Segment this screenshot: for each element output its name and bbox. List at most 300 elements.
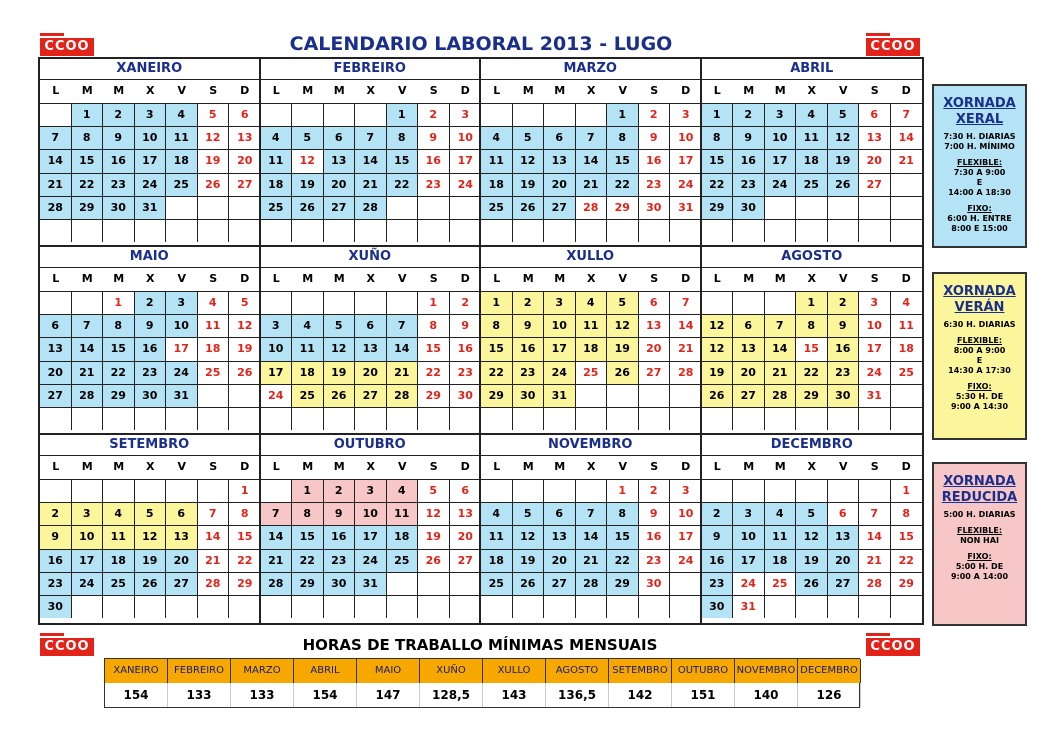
day-cell: 9 bbox=[639, 126, 671, 149]
day-cell: 17 bbox=[670, 149, 702, 172]
day-cell: 22 bbox=[418, 361, 450, 384]
weekday-header: M bbox=[113, 272, 125, 285]
day-cell: 23 bbox=[828, 361, 860, 384]
month-febreiro bbox=[261, 59, 482, 247]
weekday-header: D bbox=[901, 84, 911, 97]
day-cell: 4 bbox=[166, 103, 198, 126]
schedule-line: 7:30 H. DIARIAS bbox=[943, 132, 1016, 141]
day-cell: 11 bbox=[292, 337, 324, 360]
day-cell: 19 bbox=[418, 525, 450, 548]
day-cell: 25 bbox=[292, 384, 324, 407]
day-cell: 20 bbox=[733, 361, 765, 384]
day-cell bbox=[702, 291, 734, 314]
schedule-line: 6:00 H. ENTRE bbox=[947, 214, 1012, 223]
weekday-header: S bbox=[429, 460, 438, 473]
schedule-box-1 bbox=[932, 272, 1027, 440]
day-cell: 17 bbox=[450, 149, 482, 172]
day-cell: 4 bbox=[261, 126, 293, 149]
day-cell bbox=[387, 407, 419, 430]
schedule-line: FIXO: bbox=[967, 382, 992, 391]
day-cell: 12 bbox=[198, 126, 230, 149]
day-cell: 30 bbox=[639, 572, 671, 595]
weekday-header: D bbox=[460, 84, 470, 97]
day-cell: 19 bbox=[513, 173, 545, 196]
weekday-header: M bbox=[522, 84, 534, 97]
weekday-header: L bbox=[713, 84, 721, 97]
day-cell: 22 bbox=[292, 549, 324, 572]
day-cell: 11 bbox=[387, 502, 419, 525]
day-cell: 29 bbox=[796, 384, 828, 407]
day-cell: 10 bbox=[765, 126, 797, 149]
day-cell: 20 bbox=[166, 549, 198, 572]
day-cell bbox=[639, 219, 671, 242]
weekday-header: M bbox=[774, 460, 786, 473]
day-cell bbox=[891, 196, 923, 219]
day-cell: 14 bbox=[355, 149, 387, 172]
day-cell: 13 bbox=[733, 337, 765, 360]
day-cell: 6 bbox=[40, 314, 72, 337]
page-title: CALENDARIO LABORAL 2013 - LUGO bbox=[289, 33, 673, 55]
day-cell bbox=[576, 384, 608, 407]
day-cell: 18 bbox=[166, 149, 198, 172]
day-cell bbox=[261, 291, 293, 314]
day-cell: 21 bbox=[891, 149, 923, 172]
day-cell: 26 bbox=[324, 384, 356, 407]
day-cell bbox=[135, 219, 167, 242]
day-cell: 2 bbox=[513, 291, 545, 314]
day-cell bbox=[796, 595, 828, 618]
day-cell: 22 bbox=[607, 173, 639, 196]
day-cell: 10 bbox=[544, 314, 576, 337]
hours-value: 143 bbox=[483, 683, 546, 707]
day-cell: 23 bbox=[639, 173, 671, 196]
day-cell: 25 bbox=[481, 572, 513, 595]
day-cell bbox=[576, 103, 608, 126]
day-cell bbox=[72, 595, 104, 618]
day-cell: 31 bbox=[544, 384, 576, 407]
weekday-header: V bbox=[618, 460, 627, 473]
weekday-header: M bbox=[774, 84, 786, 97]
hours-month: AGOSTO bbox=[546, 659, 609, 683]
day-cell bbox=[261, 103, 293, 126]
day-cell: 16 bbox=[733, 149, 765, 172]
day-cell: 21 bbox=[40, 173, 72, 196]
day-cell: 2 bbox=[324, 479, 356, 502]
schedule-line: 6:30 H. DIARIAS bbox=[943, 320, 1016, 329]
month-name: NOVEMBRO bbox=[481, 435, 700, 456]
schedule-line: 5:30 H. DE bbox=[955, 392, 1004, 401]
day-cell bbox=[40, 219, 72, 242]
day-cell: 3 bbox=[135, 103, 167, 126]
day-cell: 1 bbox=[607, 479, 639, 502]
day-cell: 13 bbox=[639, 314, 671, 337]
schedule-title: XORNADA XERAL bbox=[943, 96, 1016, 127]
day-cell: 5 bbox=[229, 291, 261, 314]
day-cell: 7 bbox=[576, 502, 608, 525]
day-cell: 10 bbox=[733, 525, 765, 548]
day-cell bbox=[166, 196, 198, 219]
day-cell bbox=[765, 595, 797, 618]
day-cell: 9 bbox=[639, 502, 671, 525]
day-cell bbox=[229, 384, 261, 407]
day-cell: 29 bbox=[607, 572, 639, 595]
day-cell: 8 bbox=[292, 502, 324, 525]
day-cell: 5 bbox=[292, 126, 324, 149]
day-cell: 17 bbox=[72, 549, 104, 572]
day-cell: 17 bbox=[166, 337, 198, 360]
weekday-header: V bbox=[838, 272, 848, 285]
weekday-header: M bbox=[554, 272, 566, 285]
month-novembro bbox=[481, 435, 702, 623]
day-cell: 27 bbox=[544, 572, 576, 595]
day-cell: 28 bbox=[670, 361, 702, 384]
day-cell bbox=[639, 407, 671, 430]
day-cell: 1 bbox=[607, 103, 639, 126]
day-cell: 19 bbox=[702, 361, 734, 384]
day-cell bbox=[72, 407, 104, 430]
day-cell: 3 bbox=[355, 479, 387, 502]
day-cell: 27 bbox=[859, 173, 891, 196]
day-cell: 23 bbox=[103, 173, 135, 196]
month-agosto bbox=[702, 247, 923, 435]
weekday-header: M bbox=[113, 84, 125, 97]
weekday-header: S bbox=[650, 460, 659, 473]
day-cell bbox=[135, 407, 167, 430]
day-cell: 25 bbox=[765, 572, 797, 595]
day-cell: 22 bbox=[103, 361, 135, 384]
day-cell bbox=[513, 595, 545, 618]
day-cell: 1 bbox=[103, 291, 135, 314]
day-cell bbox=[292, 291, 324, 314]
hours-value: 147 bbox=[357, 683, 420, 707]
day-cell bbox=[544, 219, 576, 242]
weekday-header: D bbox=[240, 84, 250, 97]
weekday-header: D bbox=[901, 460, 911, 473]
day-cell: 12 bbox=[796, 525, 828, 548]
day-cell: 30 bbox=[639, 196, 671, 219]
day-cell: 26 bbox=[513, 196, 545, 219]
day-cell: 19 bbox=[607, 337, 639, 360]
day-cell: 13 bbox=[166, 525, 198, 548]
schedule-line: 7:00 H. MÍNIMO bbox=[944, 142, 1015, 151]
schedule-line: 7:30 A 9:00 bbox=[953, 168, 1006, 177]
day-cell: 26 bbox=[418, 549, 450, 572]
day-cell: 26 bbox=[702, 384, 734, 407]
day-cell: 15 bbox=[607, 149, 639, 172]
day-cell: 6 bbox=[859, 103, 891, 126]
day-cell bbox=[670, 384, 702, 407]
day-cell: 10 bbox=[450, 126, 482, 149]
day-cell: 6 bbox=[229, 103, 261, 126]
day-cell: 24 bbox=[544, 361, 576, 384]
schedule-line: FIXO: bbox=[967, 552, 992, 561]
day-cell bbox=[355, 291, 387, 314]
day-cell: 11 bbox=[891, 314, 923, 337]
day-cell: 24 bbox=[450, 173, 482, 196]
day-cell: 6 bbox=[166, 502, 198, 525]
day-cell: 23 bbox=[324, 549, 356, 572]
day-cell: 6 bbox=[544, 502, 576, 525]
day-cell: 24 bbox=[859, 361, 891, 384]
day-cell bbox=[702, 407, 734, 430]
day-cell: 20 bbox=[639, 337, 671, 360]
day-cell: 24 bbox=[733, 572, 765, 595]
day-cell: 15 bbox=[72, 149, 104, 172]
day-cell: 28 bbox=[355, 196, 387, 219]
day-cell: 17 bbox=[733, 549, 765, 572]
day-cell: 9 bbox=[135, 314, 167, 337]
day-cell: 2 bbox=[733, 103, 765, 126]
day-cell: 20 bbox=[324, 173, 356, 196]
day-cell bbox=[450, 196, 482, 219]
day-cell: 10 bbox=[72, 525, 104, 548]
day-cell bbox=[639, 384, 671, 407]
day-cell: 18 bbox=[103, 549, 135, 572]
hours-table bbox=[104, 658, 860, 708]
weekday-header: M bbox=[743, 460, 755, 473]
day-cell: 29 bbox=[891, 572, 923, 595]
day-cell bbox=[40, 479, 72, 502]
weekday-header: L bbox=[493, 84, 501, 97]
day-cell: 14 bbox=[891, 126, 923, 149]
day-cell: 31 bbox=[733, 595, 765, 618]
ccoo-logo-right: CCOO bbox=[866, 38, 920, 56]
schedule-title: XORNADA REDUCIDA bbox=[941, 474, 1018, 505]
day-cell: 4 bbox=[103, 502, 135, 525]
day-cell: 10 bbox=[355, 502, 387, 525]
schedule-line: 14:00 A 18:30 bbox=[948, 188, 1011, 197]
day-cell: 7 bbox=[355, 126, 387, 149]
day-cell: 9 bbox=[513, 314, 545, 337]
day-cell bbox=[198, 196, 230, 219]
day-cell bbox=[198, 479, 230, 502]
schedule-line: FIXO: bbox=[967, 204, 992, 213]
day-cell: 24 bbox=[261, 384, 293, 407]
day-cell bbox=[765, 407, 797, 430]
day-cell: 5 bbox=[513, 502, 545, 525]
day-cell bbox=[859, 407, 891, 430]
day-cell: 15 bbox=[292, 525, 324, 548]
day-cell: 18 bbox=[891, 337, 923, 360]
day-cell: 11 bbox=[166, 126, 198, 149]
day-cell: 16 bbox=[828, 337, 860, 360]
day-cell bbox=[544, 479, 576, 502]
day-cell: 22 bbox=[607, 549, 639, 572]
weekday-header: X bbox=[807, 84, 816, 97]
day-cell: 12 bbox=[292, 149, 324, 172]
day-cell bbox=[576, 479, 608, 502]
month-name: FEBREIRO bbox=[261, 59, 480, 80]
weekday-header: M bbox=[522, 272, 534, 285]
day-cell: 9 bbox=[103, 126, 135, 149]
day-cell: 8 bbox=[103, 314, 135, 337]
day-cell: 16 bbox=[103, 149, 135, 172]
day-cell: 9 bbox=[418, 126, 450, 149]
hours-value: 133 bbox=[168, 683, 231, 707]
day-cell bbox=[544, 103, 576, 126]
ccoo-logo-bottom-left: CCOO bbox=[40, 638, 94, 656]
day-cell: 15 bbox=[103, 337, 135, 360]
day-cell: 28 bbox=[859, 572, 891, 595]
day-cell: 17 bbox=[355, 525, 387, 548]
weekday-header: D bbox=[901, 272, 911, 285]
day-cell bbox=[418, 196, 450, 219]
schedule-line: 9:00 A 14:00 bbox=[950, 572, 1009, 581]
day-cell: 1 bbox=[418, 291, 450, 314]
day-cell: 12 bbox=[607, 314, 639, 337]
hours-month: ABRIL bbox=[294, 659, 357, 683]
day-cell: 22 bbox=[891, 549, 923, 572]
day-cell: 16 bbox=[324, 525, 356, 548]
day-cell: 25 bbox=[796, 173, 828, 196]
day-cell: 23 bbox=[639, 549, 671, 572]
day-cell bbox=[765, 291, 797, 314]
day-cell: 27 bbox=[324, 196, 356, 219]
day-cell bbox=[198, 407, 230, 430]
day-cell: 4 bbox=[576, 291, 608, 314]
day-cell: 16 bbox=[702, 549, 734, 572]
day-cell: 27 bbox=[40, 384, 72, 407]
day-cell: 4 bbox=[891, 291, 923, 314]
day-cell: 29 bbox=[481, 384, 513, 407]
day-cell: 14 bbox=[670, 314, 702, 337]
day-cell: 12 bbox=[702, 314, 734, 337]
day-cell: 11 bbox=[198, 314, 230, 337]
day-cell bbox=[733, 291, 765, 314]
day-cell: 27 bbox=[166, 572, 198, 595]
weekday-header: S bbox=[870, 84, 879, 97]
day-cell: 27 bbox=[828, 572, 860, 595]
day-cell bbox=[891, 595, 923, 618]
day-cell: 20 bbox=[450, 525, 482, 548]
day-cell bbox=[324, 103, 356, 126]
day-cell bbox=[670, 595, 702, 618]
schedule-line: 5:00 H. DIARIAS bbox=[943, 510, 1016, 519]
weekday-header: M bbox=[302, 460, 314, 473]
day-cell bbox=[40, 291, 72, 314]
day-cell bbox=[135, 479, 167, 502]
day-cell: 6 bbox=[544, 126, 576, 149]
month-name: ABRIL bbox=[702, 59, 923, 80]
day-cell: 27 bbox=[450, 549, 482, 572]
day-cell bbox=[355, 103, 387, 126]
day-cell: 23 bbox=[40, 572, 72, 595]
day-cell: 6 bbox=[324, 126, 356, 149]
day-cell: 8 bbox=[796, 314, 828, 337]
day-cell: 15 bbox=[387, 149, 419, 172]
day-cell: 23 bbox=[702, 572, 734, 595]
day-cell: 13 bbox=[544, 525, 576, 548]
day-cell: 14 bbox=[576, 525, 608, 548]
weekday-header: L bbox=[493, 460, 501, 473]
day-cell: 2 bbox=[103, 103, 135, 126]
day-cell: 12 bbox=[513, 149, 545, 172]
day-cell: 25 bbox=[481, 196, 513, 219]
day-cell bbox=[859, 219, 891, 242]
day-cell: 31 bbox=[355, 572, 387, 595]
day-cell: 20 bbox=[544, 549, 576, 572]
day-cell bbox=[828, 595, 860, 618]
day-cell: 30 bbox=[450, 384, 482, 407]
day-cell: 4 bbox=[765, 502, 797, 525]
weekday-header: M bbox=[743, 272, 755, 285]
day-cell: 30 bbox=[828, 384, 860, 407]
day-cell: 18 bbox=[261, 173, 293, 196]
day-cell: 21 bbox=[576, 549, 608, 572]
day-cell: 30 bbox=[135, 384, 167, 407]
day-cell: 26 bbox=[828, 173, 860, 196]
day-cell: 16 bbox=[639, 525, 671, 548]
schedule-line: E bbox=[976, 178, 983, 187]
weekday-header: D bbox=[460, 460, 470, 473]
day-cell bbox=[796, 219, 828, 242]
day-cell: 14 bbox=[387, 337, 419, 360]
day-cell: 24 bbox=[670, 173, 702, 196]
day-cell bbox=[481, 595, 513, 618]
weekday-header: L bbox=[52, 84, 60, 97]
day-cell: 9 bbox=[733, 126, 765, 149]
schedule-line: FLEXIBLE: bbox=[956, 158, 1003, 167]
hours-month: XULLO bbox=[483, 659, 546, 683]
day-cell: 26 bbox=[796, 572, 828, 595]
weekday-header: S bbox=[209, 84, 218, 97]
hours-value: 136,5 bbox=[546, 683, 609, 707]
day-cell: 15 bbox=[229, 525, 261, 548]
day-cell: 30 bbox=[702, 595, 734, 618]
day-cell: 7 bbox=[387, 314, 419, 337]
weekday-header: M bbox=[774, 272, 786, 285]
day-cell: 11 bbox=[103, 525, 135, 548]
day-cell bbox=[513, 103, 545, 126]
day-cell: 3 bbox=[544, 291, 576, 314]
weekday-header: D bbox=[681, 460, 691, 473]
day-cell: 29 bbox=[103, 384, 135, 407]
day-cell: 6 bbox=[355, 314, 387, 337]
day-cell bbox=[544, 595, 576, 618]
day-cell: 16 bbox=[418, 149, 450, 172]
day-cell: 12 bbox=[418, 502, 450, 525]
day-cell: 27 bbox=[355, 384, 387, 407]
day-cell: 13 bbox=[828, 525, 860, 548]
weekday-header: M bbox=[81, 84, 93, 97]
day-cell bbox=[576, 595, 608, 618]
day-cell: 29 bbox=[229, 572, 261, 595]
day-cell bbox=[702, 219, 734, 242]
day-cell: 5 bbox=[828, 103, 860, 126]
weekday-header: S bbox=[209, 460, 218, 473]
day-cell: 24 bbox=[72, 572, 104, 595]
day-cell: 15 bbox=[418, 337, 450, 360]
day-cell bbox=[796, 196, 828, 219]
day-cell: 13 bbox=[544, 149, 576, 172]
day-cell bbox=[891, 407, 923, 430]
day-cell: 18 bbox=[292, 361, 324, 384]
ccoo-logo-bottom-right: CCOO bbox=[866, 638, 920, 656]
schedule-line: 5:00 H. DE bbox=[955, 562, 1004, 571]
day-cell: 17 bbox=[765, 149, 797, 172]
day-cell: 15 bbox=[702, 149, 734, 172]
day-cell: 21 bbox=[198, 549, 230, 572]
day-cell bbox=[450, 407, 482, 430]
day-cell: 15 bbox=[796, 337, 828, 360]
day-cell bbox=[166, 407, 198, 430]
hours-month: NOVEMBRO bbox=[735, 659, 798, 683]
day-cell: 19 bbox=[828, 149, 860, 172]
day-cell: 2 bbox=[828, 291, 860, 314]
day-cell: 31 bbox=[670, 196, 702, 219]
weekday-header: D bbox=[681, 272, 691, 285]
day-cell: 25 bbox=[891, 361, 923, 384]
